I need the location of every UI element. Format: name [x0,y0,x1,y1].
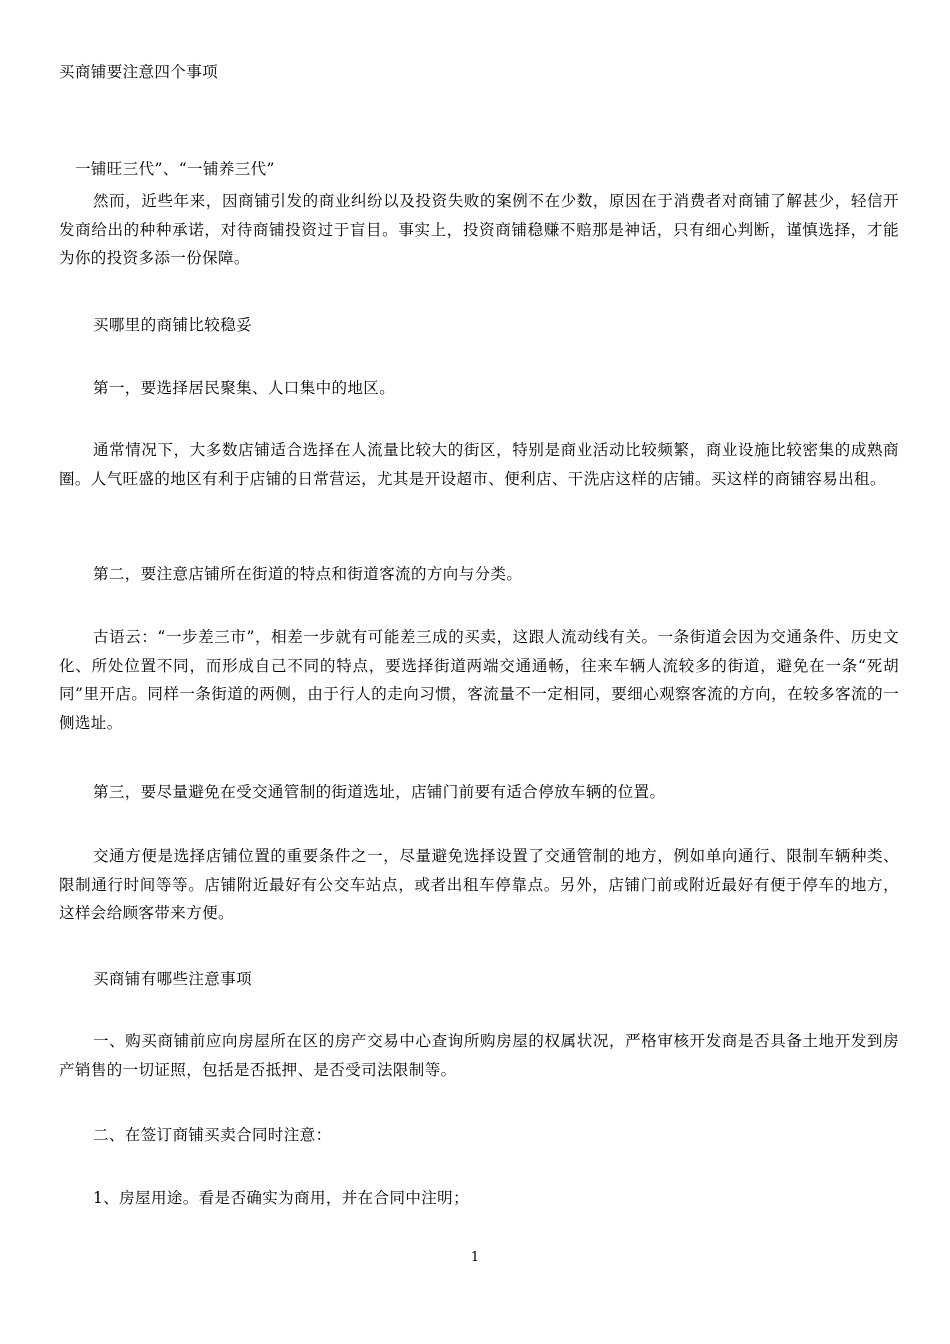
paragraph-7: 二、在签订商铺买卖合同时注意： [93,1126,332,1144]
paragraph-4: 古语云：“一步差三市”，相差一步就有可能差三成的买卖，这跟人流动线有关。一条街道会因为交通条件、历史文化、所处位置不同，而形成自己不同的特点，要选择街道两端交通通畅，往来车辆人流较多的街道，避免在一条“死胡同”里开店。同样一条街道的两侧，由于行人的走向习惯，客流量不一定相同，要细心观察客流的方向，在较多客流的一侧选址。 [59,628,899,732]
page-number: 1 [470,1250,480,1265]
document-title: 买商铺要注意四个事项 [59,63,219,81]
paragraph-1: 一铺旺三代”、“一铺养三代” [75,160,275,178]
section-heading-notes: 买商铺有哪些注意事项 [93,970,253,988]
paragraph-5: 交通方便是选择店铺位置的重要条件之一，尽量避免选择设置了交通管制的地方，例如单向通行、限制车辆种类、限制通行时间等等。店铺附近最好有公交车站点，或者出租车停靠点。另外，店铺门前或附近最好有便于停车的地方，这样会给顾客带来方便。 [59,847,899,922]
paragraph-8: 1、房屋用途。看是否确实为商用，并在合同中注明； [93,1189,469,1207]
paragraph-point-2: 第二，要注意店铺所在街道的特点和街道客流的方向与分类。 [93,565,523,583]
paragraph-3: 通常情况下，大多数店铺适合选择在人流量比较大的街区，特别是商业活动比较频繁，商业设施比较密集的成熟商圈。人气旺盛的地区有利于店铺的日常营运，尤其是开设超市、便利店、干洗店这样的店铺。买这样的商铺容易出租。 [59,441,899,488]
paragraph-point-3: 第三，要尽量避免在受交通管制的街道选址，店铺门前要有适合停放车辆的位置。 [93,783,666,801]
paragraph-point-1: 第一，要选择居民聚集、人口集中的地区。 [93,379,396,397]
paragraph-2: 然而，近些年来，因商铺引发的商业纠纷以及投资失败的案例不在少数，原因在于消费者对商铺了解甚少，轻信开发商给出的种种承诺，对待商铺投资过于盲目。事实上，投资商铺稳赚不赔那是神话，只有细心判断，谨慎选择，才能为你的投资多添一份保障。 [59,192,899,267]
section-heading-where-to-buy: 买哪里的商铺比较稳妥 [93,316,253,334]
paragraph-6: 一、购买商铺前应向房屋所在区的房产交易中心查询所购房屋的权属状况，严格审核开发商是否具备土地开发到房产销售的一切证照，包括是否抵押、是否受司法限制等。 [59,1032,899,1079]
